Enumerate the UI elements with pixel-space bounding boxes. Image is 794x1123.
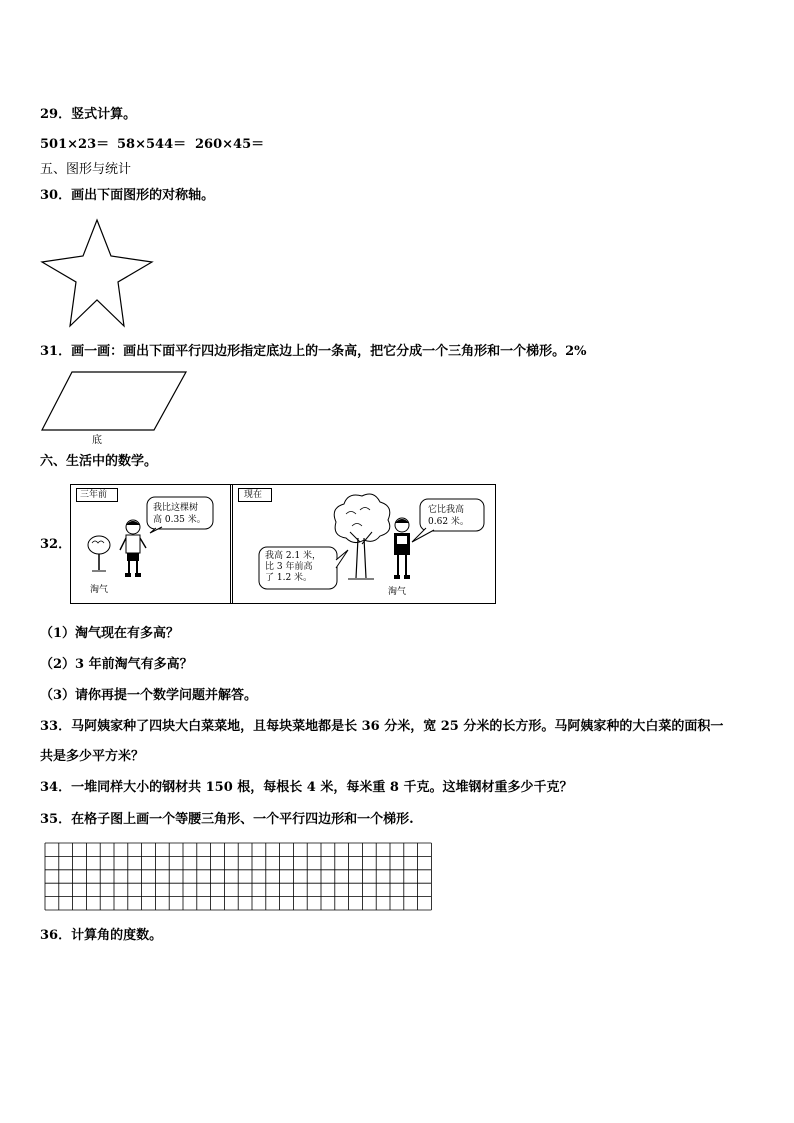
q30-title: 30．画出下面图形的对称轴。: [40, 188, 215, 203]
panel-label-right: 现在: [244, 490, 263, 500]
star-figure: [36, 218, 158, 330]
q29-title: 29．竖式计算。: [40, 107, 137, 122]
speech-right-line2: 0.62 米。: [428, 517, 469, 527]
q32-sub2: （2）3 年前淘气有多高？: [40, 657, 193, 672]
boy-illustration-left: [118, 518, 148, 580]
q31-title: 31．画一画：画出下面平行四边形指定底边上的一条高，把它分成一个三角形和一个梯形。2%: [40, 344, 587, 359]
q32-sub1: （1）淘气现在有多高？: [40, 626, 180, 641]
speech-right-line1: 它比我高: [428, 505, 465, 515]
q32-number: 32．: [40, 537, 72, 552]
q36-text: 36．计算角的度数。: [40, 928, 163, 943]
speech-tree-line1: 我高 2.1 米，: [265, 551, 322, 561]
small-tree-illustration: [86, 534, 112, 574]
grid-paper[interactable]: [44, 842, 434, 912]
q29-expr-2: 58×544＝: [117, 137, 187, 152]
q29-expr-3: 260×45＝: [195, 137, 265, 152]
section-5-heading: 五、图形与统计: [40, 162, 132, 177]
q29-expr-1: 501×23＝: [40, 137, 110, 152]
section-6-heading: 六、生活中的数学。: [40, 454, 158, 469]
q33-line2: 共是多少平方米？: [40, 749, 145, 764]
speech-tree-line2: 比 3 年前高: [265, 562, 313, 572]
speech-left-line1: 我比这棵树: [153, 503, 199, 513]
name-right: 淘气: [388, 587, 407, 597]
base-label: 底: [92, 435, 102, 446]
q33-line1: 33．马阿姨家种了四块大白菜菜地，且每块菜地都是长 36 分米，宽 25 分米的长方形。马阿姨家种的大白菜的面积一: [40, 719, 724, 734]
boy-illustration-right: [388, 516, 416, 584]
q34-text: 34．一堆同样大小的钢材共 150 根，每根长 4 米，每米重 8 千克。这堆钢材重多少千克？: [40, 780, 573, 795]
q35-text: 35．在格子图上画一个等腰三角形、一个平行四边形和一个梯形.: [40, 812, 414, 827]
panel-label-left: 三年前: [80, 490, 108, 500]
speech-left-line2: 高 0.35 米。: [153, 515, 206, 525]
name-left: 淘气: [90, 585, 109, 595]
q32-sub3: （3）请你再提一个数学问题并解答。: [40, 688, 258, 703]
comic-divider: [230, 484, 233, 604]
speech-tree-line3: 了 1.2 米。: [265, 573, 313, 583]
parallelogram-figure: [38, 370, 190, 432]
